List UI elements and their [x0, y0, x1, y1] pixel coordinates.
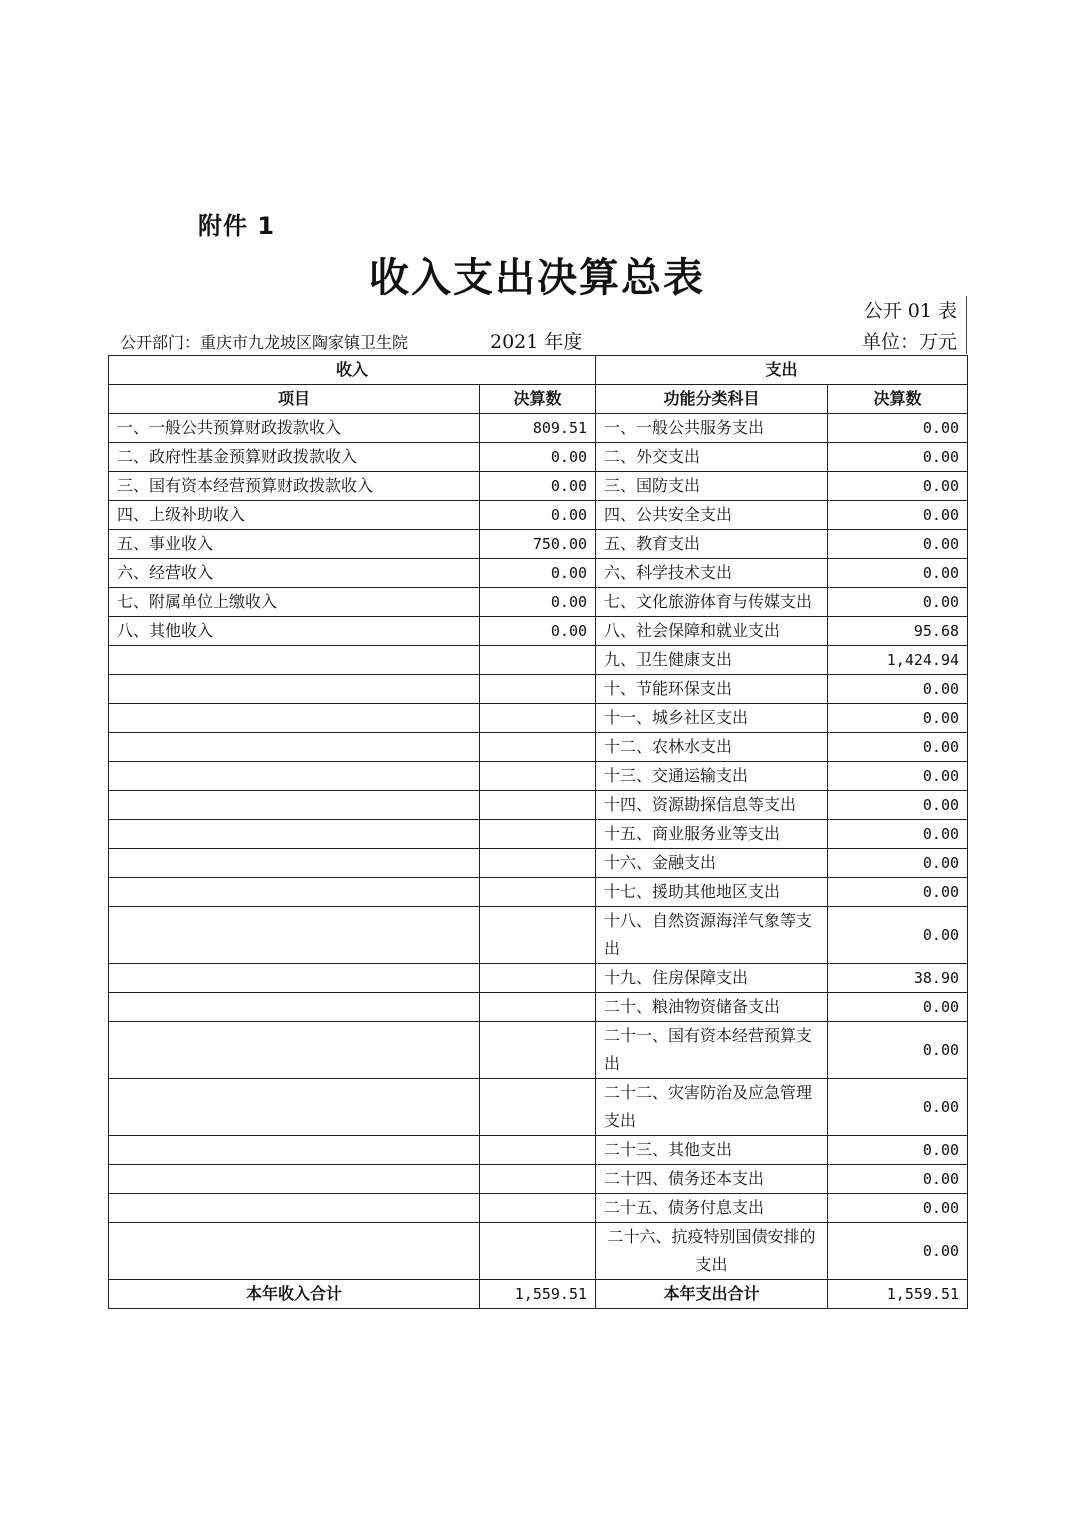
expense-amount-cell: 0.00 — [828, 993, 968, 1022]
table-row — [109, 820, 968, 849]
income-amount-cell — [480, 762, 596, 791]
income-amount-cell — [480, 733, 596, 762]
income-amount-cell — [480, 1223, 596, 1280]
table-row — [109, 588, 968, 617]
expense-item-header: 功能分类科目 — [596, 385, 828, 414]
income-amount-cell — [480, 646, 596, 675]
income-item-cell: 四、上级补助收入 — [109, 501, 480, 530]
expense-item-cell: 十二、农林水支出 — [596, 733, 828, 762]
income-item-cell — [109, 733, 480, 762]
expense-amount-cell: 0.00 — [828, 1165, 968, 1194]
expense-item-cell: 四、公共安全支出 — [596, 501, 828, 530]
expense-item-cell: 二十一、国有资本经营预算支出 — [596, 1022, 828, 1079]
table-row — [109, 1165, 968, 1194]
income-amount-cell — [480, 791, 596, 820]
income-amount-cell: 0.00 — [480, 472, 596, 501]
expense-item-cell: 二十四、债务还本支出 — [596, 1165, 828, 1194]
table-row — [109, 964, 968, 993]
expense-amount-cell: 38.90 — [828, 964, 968, 993]
expense-amount-cell: 0.00 — [828, 733, 968, 762]
expense-item-cell: 九、卫生健康支出 — [596, 646, 828, 675]
income-item-cell — [109, 1136, 480, 1165]
income-item-cell: 六、经营收入 — [109, 559, 480, 588]
table-row — [109, 530, 968, 559]
unit-label: 单位：万元 — [861, 331, 957, 353]
expense-amount-cell: 0.00 — [828, 1223, 968, 1280]
expense-amount-cell: 0.00 — [828, 472, 968, 501]
income-item-cell: 二、政府性基金预算财政拨款收入 — [109, 443, 480, 472]
expense-amount-cell: 0.00 — [828, 588, 968, 617]
table-row — [109, 501, 968, 530]
table-column-header-row — [109, 385, 968, 414]
expense-section-header: 支出 — [596, 356, 968, 385]
expense-amount-cell: 0.00 — [828, 414, 968, 443]
expense-amount-header: 决算数 — [828, 385, 968, 414]
expense-amount-cell: 0.00 — [828, 443, 968, 472]
expense-amount-cell: 0.00 — [828, 704, 968, 733]
income-amount-cell: 0.00 — [480, 588, 596, 617]
expense-amount-cell: 0.00 — [828, 878, 968, 907]
table-row — [109, 1079, 968, 1136]
expense-item-cell: 三、国防支出 — [596, 472, 828, 501]
table-row — [109, 646, 968, 675]
income-item-cell: 一、一般公共预算财政拨款收入 — [109, 414, 480, 443]
expense-item-cell: 一、一般公共服务支出 — [596, 414, 828, 443]
expense-item-cell: 二十六、抗疫特别国债安排的支出 — [596, 1223, 828, 1280]
expense-item-cell: 五、教育支出 — [596, 530, 828, 559]
income-amount-cell: 809.51 — [480, 414, 596, 443]
table-row — [109, 414, 968, 443]
expense-item-cell: 六、科学技术支出 — [596, 559, 828, 588]
expense-amount-cell: 0.00 — [828, 1194, 968, 1223]
expense-item-cell: 二十、粮油物资储备支出 — [596, 993, 828, 1022]
income-amount-cell — [480, 1165, 596, 1194]
expense-amount-cell: 0.00 — [828, 559, 968, 588]
table-row — [109, 704, 968, 733]
department-label: 公开部门：重庆市九龙坡区陶家镇卫生院 — [120, 333, 409, 352]
table-row — [109, 762, 968, 791]
expense-amount-cell: 0.00 — [828, 907, 968, 964]
table-row — [109, 907, 968, 964]
income-item-cell — [109, 878, 480, 907]
expense-amount-cell: 0.00 — [828, 1022, 968, 1079]
table-row — [109, 878, 968, 907]
table-row — [109, 1022, 968, 1079]
income-item-cell — [109, 907, 480, 964]
expense-item-cell: 七、文化旅游体育与传媒支出 — [596, 588, 828, 617]
income-amount-cell: 0.00 — [480, 559, 596, 588]
expense-amount-cell: 1,424.94 — [828, 646, 968, 675]
table-section-header-row — [109, 356, 968, 385]
income-amount-cell — [480, 1022, 596, 1079]
table-row — [109, 733, 968, 762]
income-amount-cell: 0.00 — [480, 501, 596, 530]
totals-row — [109, 1280, 968, 1309]
income-item-cell — [109, 1022, 480, 1079]
income-amount-cell — [480, 964, 596, 993]
expense-item-cell: 十四、资源勘探信息等支出 — [596, 791, 828, 820]
income-item-cell — [109, 646, 480, 675]
budget-table — [108, 355, 968, 1309]
expense-item-cell: 八、社会保障和就业支出 — [596, 617, 828, 646]
income-amount-cell — [480, 704, 596, 733]
expense-item-cell: 十九、住房保障支出 — [596, 964, 828, 993]
expense-item-cell: 十一、城乡社区支出 — [596, 704, 828, 733]
income-item-cell — [109, 675, 480, 704]
expense-item-cell: 二十三、其他支出 — [596, 1136, 828, 1165]
expense-total-label: 本年支出合计 — [596, 1280, 828, 1309]
income-amount-cell — [480, 849, 596, 878]
page-title: 收入支出决算总表 — [369, 254, 705, 301]
income-item-cell — [109, 791, 480, 820]
income-amount-header: 决算数 — [480, 385, 596, 414]
expense-amount-cell: 95.68 — [828, 617, 968, 646]
table-row — [109, 1194, 968, 1223]
expense-item-cell: 十五、商业服务业等支出 — [596, 820, 828, 849]
income-item-cell: 七、附属单位上缴收入 — [109, 588, 480, 617]
attachment-label: 附件 1 — [198, 212, 276, 240]
table-row — [109, 472, 968, 501]
table-row — [109, 1136, 968, 1165]
expense-item-cell: 二十五、债务付息支出 — [596, 1194, 828, 1223]
expense-total-amount: 1,559.51 — [828, 1280, 968, 1309]
expense-amount-cell: 0.00 — [828, 791, 968, 820]
income-item-cell — [109, 993, 480, 1022]
income-item-cell — [109, 1165, 480, 1194]
expense-item-cell: 十七、援助其他地区支出 — [596, 878, 828, 907]
expense-amount-cell: 0.00 — [828, 675, 968, 704]
table-row — [109, 791, 968, 820]
income-amount-cell: 750.00 — [480, 530, 596, 559]
income-amount-cell — [480, 820, 596, 849]
expense-amount-cell: 0.00 — [828, 849, 968, 878]
expense-item-cell: 二十二、灾害防治及应急管理支出 — [596, 1079, 828, 1136]
table-row — [109, 559, 968, 588]
income-total-amount: 1,559.51 — [480, 1280, 596, 1309]
income-amount-cell: 0.00 — [480, 617, 596, 646]
income-item-cell — [109, 849, 480, 878]
income-item-cell — [109, 1223, 480, 1280]
table-row — [109, 1223, 968, 1280]
income-amount-cell — [480, 878, 596, 907]
table-row — [109, 443, 968, 472]
expense-item-cell: 十、节能环保支出 — [596, 675, 828, 704]
expense-amount-cell: 0.00 — [828, 1079, 968, 1136]
income-amount-cell — [480, 907, 596, 964]
income-item-cell — [109, 762, 480, 791]
income-amount-cell — [480, 675, 596, 704]
income-amount-cell — [480, 993, 596, 1022]
expense-amount-cell: 0.00 — [828, 820, 968, 849]
table-row — [109, 617, 968, 646]
fiscal-year: 2021 年度 — [490, 331, 583, 353]
income-item-cell: 五、事业收入 — [109, 530, 480, 559]
income-amount-cell — [480, 1194, 596, 1223]
income-item-cell — [109, 704, 480, 733]
income-item-cell — [109, 820, 480, 849]
table-row — [109, 675, 968, 704]
income-item-cell: 八、其他收入 — [109, 617, 480, 646]
income-total-label: 本年收入合计 — [109, 1280, 480, 1309]
expense-item-cell: 十八、自然资源海洋气象等支出 — [596, 907, 828, 964]
income-section-header: 收入 — [109, 356, 596, 385]
expense-amount-cell: 0.00 — [828, 1136, 968, 1165]
income-amount-cell: 0.00 — [480, 443, 596, 472]
table-row — [109, 849, 968, 878]
expense-amount-cell: 0.00 — [828, 501, 968, 530]
expense-item-cell: 十三、交通运输支出 — [596, 762, 828, 791]
income-item-cell — [109, 964, 480, 993]
income-amount-cell — [480, 1079, 596, 1136]
expense-amount-cell: 0.00 — [828, 530, 968, 559]
income-item-cell: 三、国有资本经营预算财政拨款收入 — [109, 472, 480, 501]
expense-item-cell: 十六、金融支出 — [596, 849, 828, 878]
income-item-cell — [109, 1194, 480, 1223]
header-divider — [966, 296, 967, 354]
income-amount-cell — [480, 1136, 596, 1165]
expense-amount-cell: 0.00 — [828, 762, 968, 791]
form-number: 公开 01 表 — [863, 300, 957, 322]
table-row — [109, 993, 968, 1022]
income-item-cell — [109, 1079, 480, 1136]
expense-item-cell: 二、外交支出 — [596, 443, 828, 472]
income-item-header: 项目 — [109, 385, 480, 414]
